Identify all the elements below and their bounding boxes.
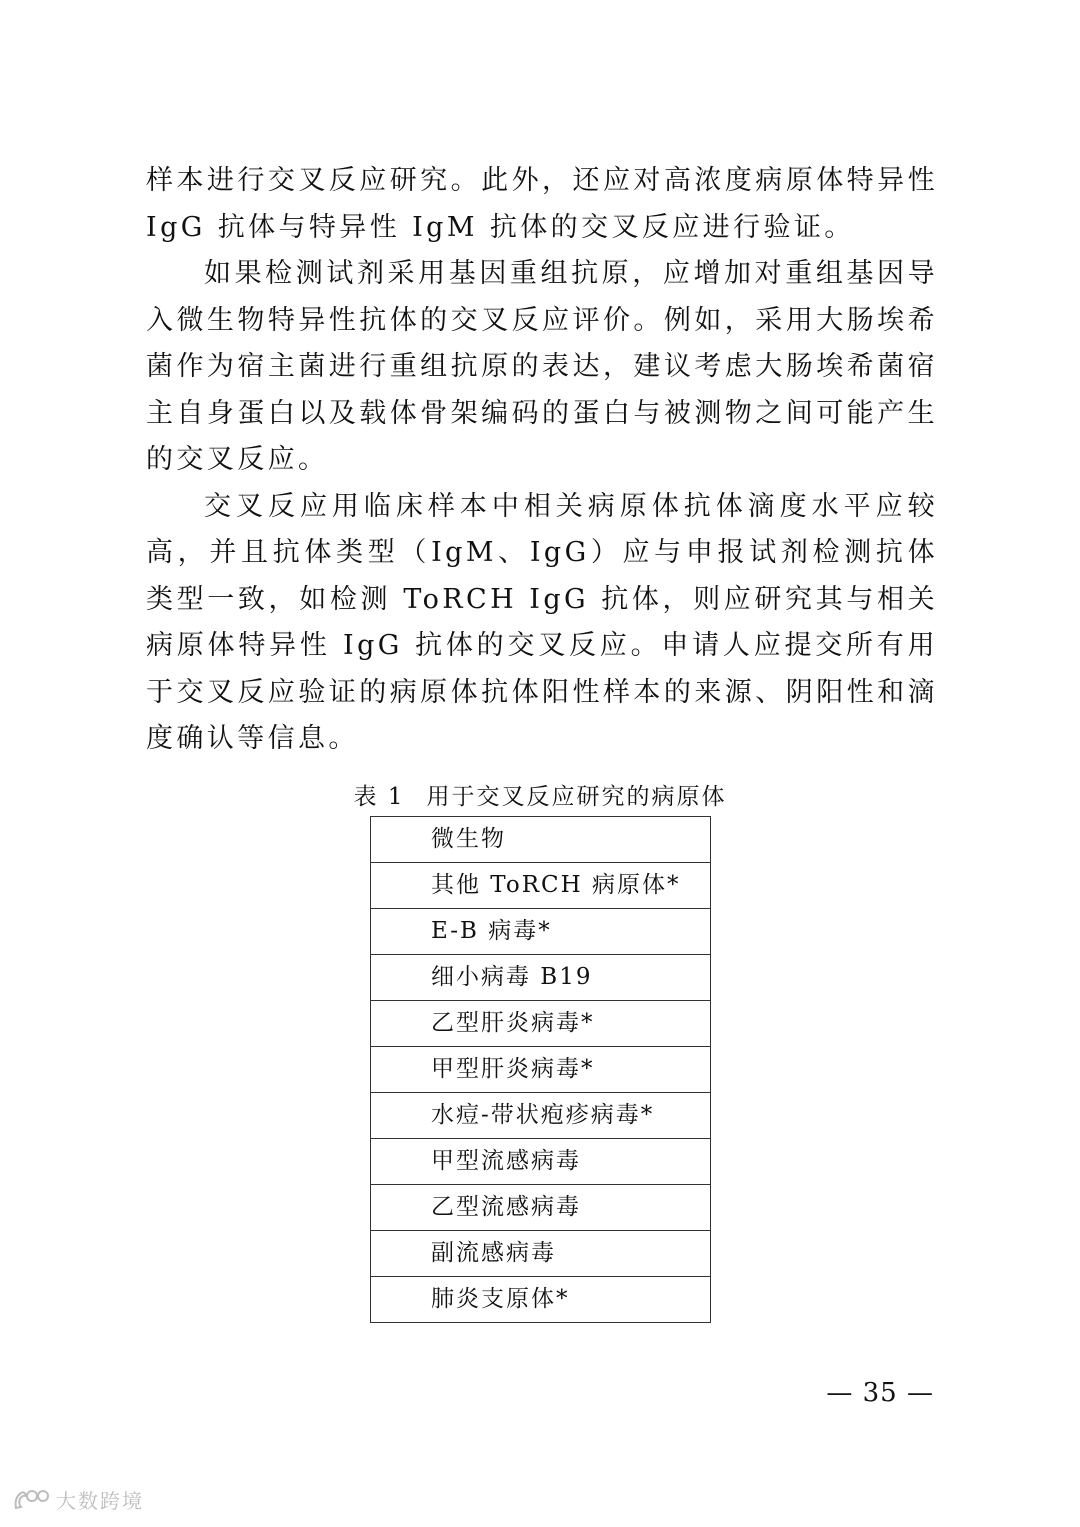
brand-logo-icon <box>12 1488 50 1512</box>
table-row <box>371 1047 711 1093</box>
paragraph-recombinant-antigen: 如果检测试剂采用基因重组抗原，应增加对重组基因导入微生物特异性抗体的交叉反应评价。例如，采用大肠埃希菌作为宿主菌进行重组抗原的表达，建议考虑大肠埃希菌宿主自身蛋白以及载体骨架编码的蛋白与被测物之间可能产生的交叉反应。 <box>146 258 938 475</box>
table-row <box>371 909 711 955</box>
table-row <box>371 817 711 863</box>
table-caption-title: 用于交叉反应研究的病原体 <box>426 784 727 810</box>
table-row <box>371 1277 711 1323</box>
watermark <box>12 1485 144 1514</box>
table-cell: 乙型流感病毒 <box>371 1185 711 1231</box>
table-row <box>371 1139 711 1185</box>
table-cell: 细小病毒 B19 <box>371 955 711 1001</box>
table-row <box>371 1001 711 1047</box>
table-cell: 其他 ToRCH 病原体* <box>371 863 711 909</box>
table-caption-number: 表 1 <box>353 784 405 810</box>
table-cell: 水痘-带状疱疹病毒* <box>371 1093 711 1139</box>
table-cell: E-B 病毒* <box>371 909 711 955</box>
table-cell: 甲型流感病毒 <box>371 1139 711 1185</box>
paragraph-continued: 样本进行交叉反应研究。此外，还应对高浓度病原体特异性 IgG 抗体与特异性 IgM 抗体的交叉反应进行验证。 <box>146 165 938 243</box>
watermark-text: 大数跨境 <box>56 1489 144 1513</box>
page-number: — 35 — <box>826 1378 934 1408</box>
pathogen-table <box>370 816 711 1323</box>
table-cell: 肺炎支原体* <box>371 1277 711 1323</box>
table-row <box>371 955 711 1001</box>
table-row <box>371 1185 711 1231</box>
table-cell: 副流感病毒 <box>371 1231 711 1277</box>
table-caption <box>0 781 1080 813</box>
table-row <box>371 1231 711 1277</box>
paragraph-clinical-samples: 交叉反应用临床样本中相关病原体抗体滴度水平应较高，并且抗体类型（IgM、IgG）应与申报试剂检测抗体类型一致，如检测 ToRCH IgG 抗体，则应研究其与相关病原体特异性 IgG 抗体的交叉反应。申请人应提交所有用于交叉反应验证的病原体抗体阳性样本的来源、阴阳性和滴度确认等信息。 <box>146 490 938 754</box>
table-header-cell: 微生物 <box>371 817 711 863</box>
table-row <box>371 863 711 909</box>
table-row <box>371 1093 711 1139</box>
table-cell: 乙型肝炎病毒* <box>371 1001 711 1047</box>
table-cell: 甲型肝炎病毒* <box>371 1047 711 1093</box>
body-text <box>146 158 938 763</box>
